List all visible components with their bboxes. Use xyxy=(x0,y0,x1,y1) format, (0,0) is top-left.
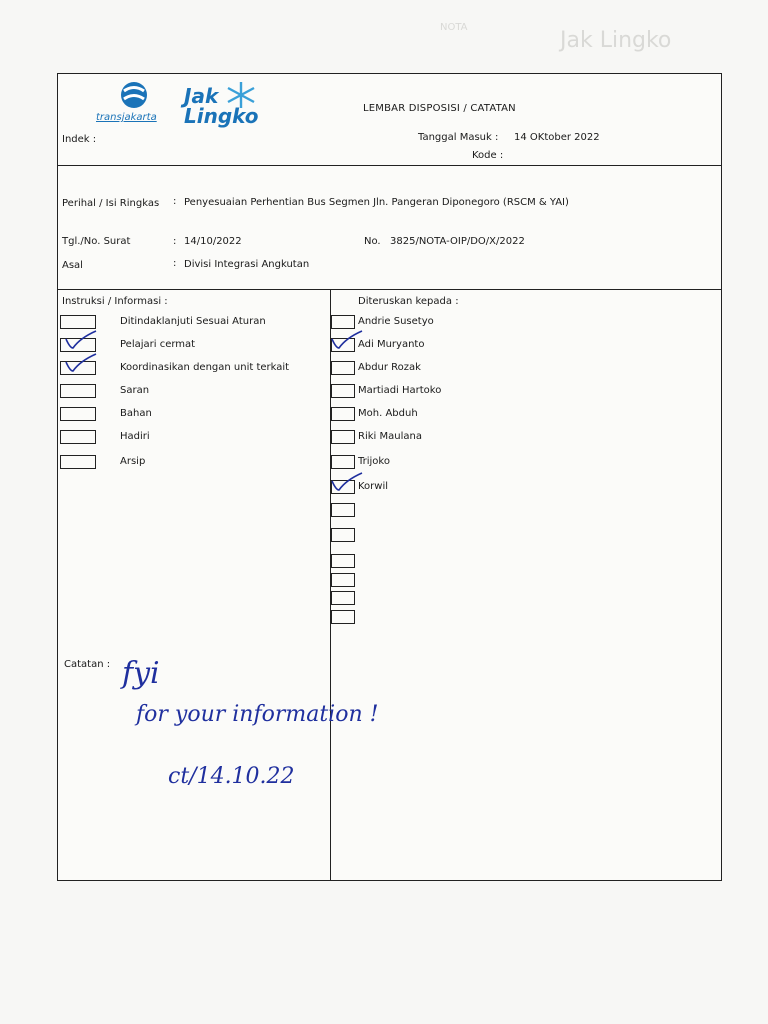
recipient-checkbox[interactable] xyxy=(331,430,355,444)
transjakarta-logo xyxy=(96,80,190,126)
tgl-label: Tgl./No. Surat xyxy=(62,236,131,247)
perihal-value: Penyesuaian Perhentian Bus Segmen Jln. Pangeran Diponegoro (RSCM & YAI) xyxy=(184,197,569,208)
tgl-value: 14/10/2022 xyxy=(184,236,242,247)
recipient-label: Abdur Rozak xyxy=(358,362,421,373)
recipient-checkbox[interactable] xyxy=(331,361,355,375)
empty-checkbox[interactable] xyxy=(331,554,355,568)
no-value: 3825/NOTA-OIP/DO/X/2022 xyxy=(390,236,525,247)
instruksi-heading: Instruksi / Informasi : xyxy=(62,296,168,307)
empty-checkbox[interactable] xyxy=(331,503,355,517)
recipient-label: Andrie Susetyo xyxy=(358,316,434,327)
kode-label: Kode : xyxy=(472,150,504,161)
catatan-label: Catatan : xyxy=(64,659,111,670)
instruksi-item-label: Saran xyxy=(120,385,150,396)
instruksi-item-label: Arsip xyxy=(120,456,146,467)
recipient-checkbox[interactable] xyxy=(331,455,355,469)
handwritten-note: for your information ! xyxy=(136,702,379,727)
instruksi-checkbox[interactable] xyxy=(60,430,96,444)
instruksi-item-label: Bahan xyxy=(120,408,152,419)
perihal-label: Perihal / Isi Ringkas xyxy=(62,198,160,209)
tanggal-value: 14 OKtober 2022 xyxy=(514,132,600,143)
recipient-label: Riki Maulana xyxy=(358,431,422,442)
empty-checkbox[interactable] xyxy=(331,591,355,605)
instruksi-checkbox[interactable] xyxy=(60,455,96,469)
recipient-checkbox[interactable] xyxy=(331,407,355,421)
empty-checkbox[interactable] xyxy=(331,610,355,624)
disposition-form: transjakarta Jak Lingko LEMBAR DISPOSISI / CATATAN Indek : Tanggal Masuk : 14 OKtober 2022 Kode : Perihal / Isi Ringkas : Penyesuaian Perhentian Bus Segmen Jln. Pangeran Diponegoro (RSCM & YAI) Tgl./No. Surat : 14/10/2022 No. 3825/NOTA-OIP/DO/X/2022 Asal : Divisi Integrasi Angkutan Instruksi / Informasi : Ditindaklanjuti Sesuai Aturan Pelajari cermat Koordinasikan dengan unit terkait Saran Bahan Hadiri Arsip Diteruskan kepada : Andrie Susetyo Adi Muryanto Abdur Rozak Martiadi Hartoko Moh. Abduh Riki Maulana Trijoko Korwil Catatan : fyi for your information ! ct/14.10.22 xyxy=(57,73,722,881)
recipient-label: Moh. Abduh xyxy=(358,408,418,419)
recipient-label: Martiadi Hartoko xyxy=(358,385,442,396)
star-icon xyxy=(224,80,258,110)
handwritten-signature: ct/14.10.22 xyxy=(168,764,295,789)
transjakarta-text: transjakarta xyxy=(96,112,157,123)
recipient-label: Adi Muryanto xyxy=(358,339,425,350)
diteruskan-heading: Diteruskan kepada : xyxy=(358,296,459,307)
recipient-label: Korwil xyxy=(358,481,389,492)
checkmark-icon xyxy=(64,353,98,375)
indek-label: Indek : xyxy=(62,134,97,145)
handwritten-fyi: fyi xyxy=(122,656,160,691)
instruksi-item-label: Ditindaklanjuti Sesuai Aturan xyxy=(120,316,266,327)
instruksi-checkbox[interactable] xyxy=(60,407,96,421)
no-label: No. xyxy=(364,236,381,247)
asal-value: Divisi Integrasi Angkutan xyxy=(184,259,310,270)
recipient-checkbox[interactable] xyxy=(331,315,355,329)
recipient-checkbox[interactable] xyxy=(331,384,355,398)
instruksi-item-label: Pelajari cermat xyxy=(120,339,196,350)
jaklingko-logo: Jak Lingko xyxy=(182,78,262,128)
tanggal-label: Tanggal Masuk : xyxy=(418,132,499,143)
empty-checkbox[interactable] xyxy=(331,528,355,542)
instruksi-checkbox[interactable] xyxy=(60,384,96,398)
recipient-label: Trijoko xyxy=(358,456,390,467)
empty-checkbox[interactable] xyxy=(331,573,355,587)
form-title: LEMBAR DISPOSISI / CATATAN xyxy=(363,103,516,114)
instruksi-item-label: Hadiri xyxy=(120,431,150,442)
checkmark-icon xyxy=(64,330,98,352)
instruksi-checkbox[interactable] xyxy=(60,315,96,329)
instruksi-item-label: Koordinasikan dengan unit terkait xyxy=(120,362,290,373)
asal-label: Asal xyxy=(62,260,83,271)
